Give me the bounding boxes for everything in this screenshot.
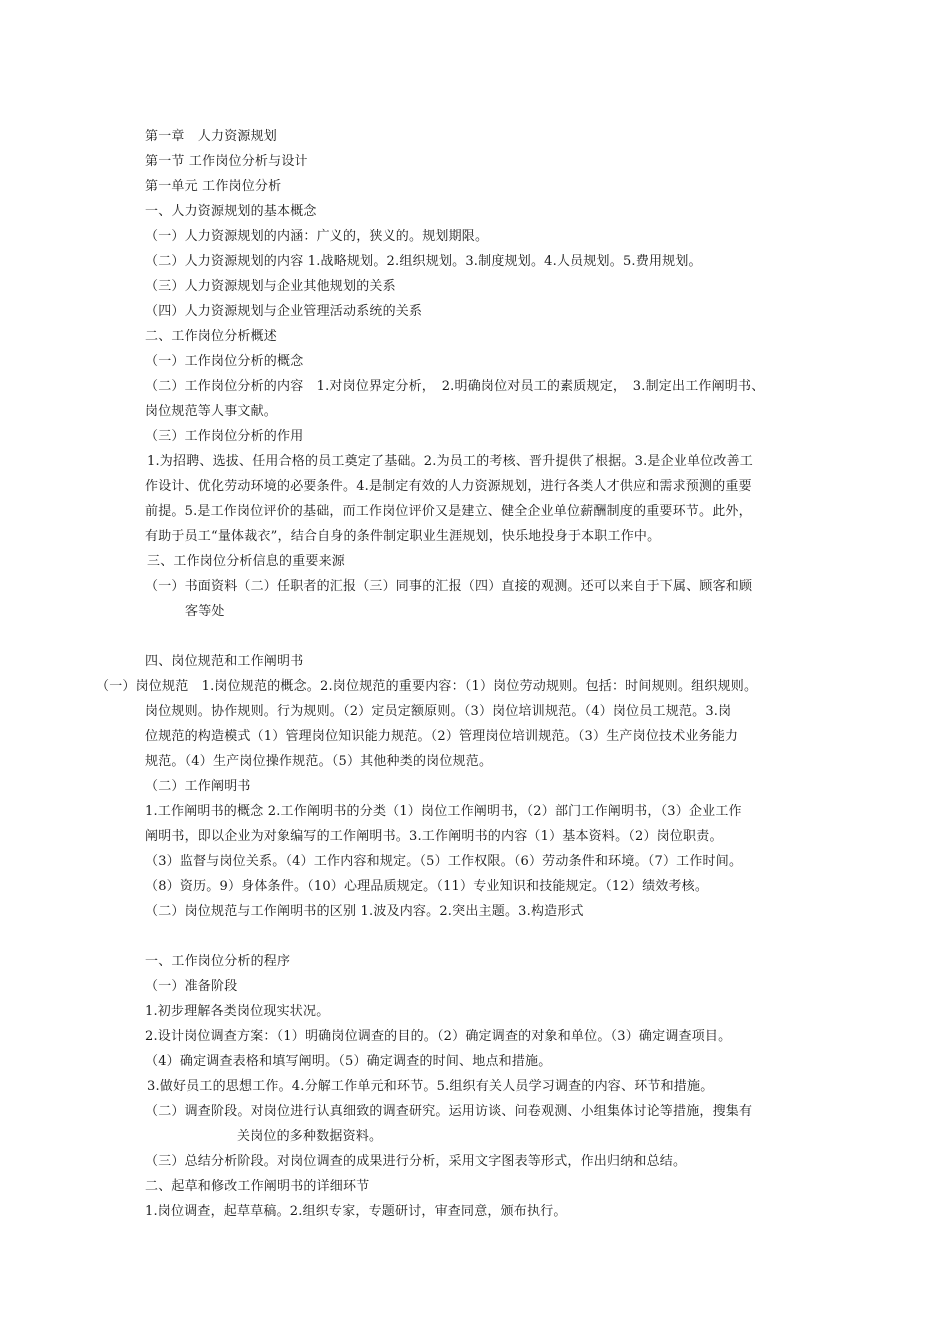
paragraph-line: 1.岗位调查，起草草稿。2.组织专家，专题研讨，审查同意，颁布执行。 [145, 1204, 567, 1219]
paragraph-line: （一）书面资料（二）任职者的汇报（三）同事的汇报（四）直接的观测。还可以来自于下属、顾客和顾 [145, 579, 753, 594]
heading: 二、起草和修改工作阐明书的详细环节 [145, 1179, 370, 1194]
paragraph-line: （二）调查阶段。对岗位进行认真细致的调查研究。运用访谈、问卷观测、小组集体讨论等措施，搜集有 [145, 1104, 753, 1119]
paragraph-line: （二）工作岗位分析的内容 1.对岗位界定分析， 2.明确岗位对员工的素质规定， 3.制定出工作阐明书、 [145, 379, 765, 394]
heading: 二、工作岗位分析概述 [145, 329, 278, 344]
paragraph-line: （一）人力资源规划的内涵：广义的，狭义的。规划期限。 [145, 229, 489, 244]
paragraph-line: （三）人力资源规划与企业其他规划的关系 [145, 279, 396, 294]
paragraph-line: （二）人力资源规划的内容 1.战略规划。2.组织规划。3.制度规划。4.人员规划。5.费用规划。 [145, 254, 702, 269]
heading: 三、工作岗位分析信息的重要来源 [147, 554, 346, 569]
paragraph-line: 客等处 [185, 604, 225, 619]
paragraph-line: （一）工作岗位分析的概念 [145, 354, 304, 369]
paragraph-line: （3）监督与岗位关系。（4）工作内容和规定。（5）工作权限。（6）劳动条件和环境。（7）工作时间。 [145, 854, 743, 869]
paragraph-line: （4）确定调查表格和填写阐明。（5）确定调查的时间、地点和措施。 [145, 1054, 552, 1069]
paragraph-line: 位规范的构造模式（1）管理岗位知识能力规范。（2）管理岗位培训规范。（3）生产岗位技术业务能力 [145, 729, 739, 744]
paragraph-line: （一）岗位规范 1.岗位规范的概念。2.岗位规范的重要内容：（1）岗位劳动规则。包括：时间规则。组织规则。 [96, 679, 758, 694]
paragraph-line: （二）岗位规范与工作阐明书的区别 1.波及内容。2.突出主题。3.构造形式 [145, 904, 584, 919]
heading: 一、人力资源规划的基本概念 [145, 204, 317, 219]
paragraph-line: 规范。（4）生产岗位操作规范。（5）其他种类的岗位规范。 [145, 754, 493, 769]
paragraph-line: 阐明书，即以企业为对象编写的工作阐明书。3.工作阐明书的内容（1）基本资料。（2）岗位职责。 [145, 829, 723, 844]
paragraph-line: （四）人力资源规划与企业管理活动系统的关系 [145, 304, 423, 319]
paragraph-line: 1.工作阐明书的概念 2.工作阐明书的分类（1）岗位工作阐明书，（2）部门工作阐明书，（3）企业工作 [145, 804, 742, 819]
paragraph-line: 有助于员工“量体裁衣”，结合自身的条件制定职业生涯规划，快乐地投身于本职工作中。 [145, 529, 661, 544]
paragraph-line: 1.初步理解各类岗位现实状况。 [145, 1004, 330, 1019]
paragraph-line: （二）工作阐明书 [145, 779, 251, 794]
chapter-title: 第一章 人力资源规划 [145, 129, 278, 144]
unit-title: 第一单元 工作岗位分析 [145, 179, 282, 194]
paragraph-line: （三）总结分析阶段。对岗位调查的成果进行分析，采用文字图表等形式，作出归纳和总结。 [145, 1154, 687, 1169]
heading: 四、岗位规范和工作阐明书 [145, 654, 304, 669]
paragraph-line: 关岗位的多种数据资料。 [237, 1129, 383, 1144]
paragraph-line: 1.为招聘、选拔、任用合格的员工奠定了基础。2.为员工的考核、晋升提供了根据。3.是企业单位改善工 [147, 454, 754, 469]
paragraph-line: 岗位规范等人事文献。 [145, 404, 278, 419]
paragraph-line: （一）准备阶段 [145, 979, 238, 994]
paragraph-line: 作设计、优化劳动环境的必要条件。4.是制定有效的人力资源规划，进行各类人才供应和需求预测的重要 [145, 479, 752, 494]
paragraph-line: （三）工作岗位分析的作用 [145, 429, 304, 444]
section-title: 第一节 工作岗位分析与设计 [145, 154, 308, 169]
paragraph-line: 岗位规则。协作规则。行为规则。（2）定员定额原则。（3）岗位培训规范。（4）岗位员工规范。3.岗 [145, 704, 732, 719]
paragraph-line: 3.做好员工的思想工作。4.分解工作单元和环节。5.组织有关人员学习调查的内容、环节和措施。 [147, 1079, 714, 1094]
heading: 一、工作岗位分析的程序 [145, 954, 291, 969]
paragraph-line: 2.设计岗位调查方案：（1）明确岗位调查的目的。（2）确定调查的对象和单位。（3）确定调查项目。 [145, 1029, 732, 1044]
paragraph-line: 前提。5.是工作岗位评价的基础，而工作岗位评价又是建立、健全企业单位薪酬制度的重要环节。此外， [145, 504, 752, 519]
paragraph-line: （8）资历。9）身体条件。（10）心理品质规定。（11）专业知识和技能规定。（12）绩效考核。 [145, 879, 709, 894]
